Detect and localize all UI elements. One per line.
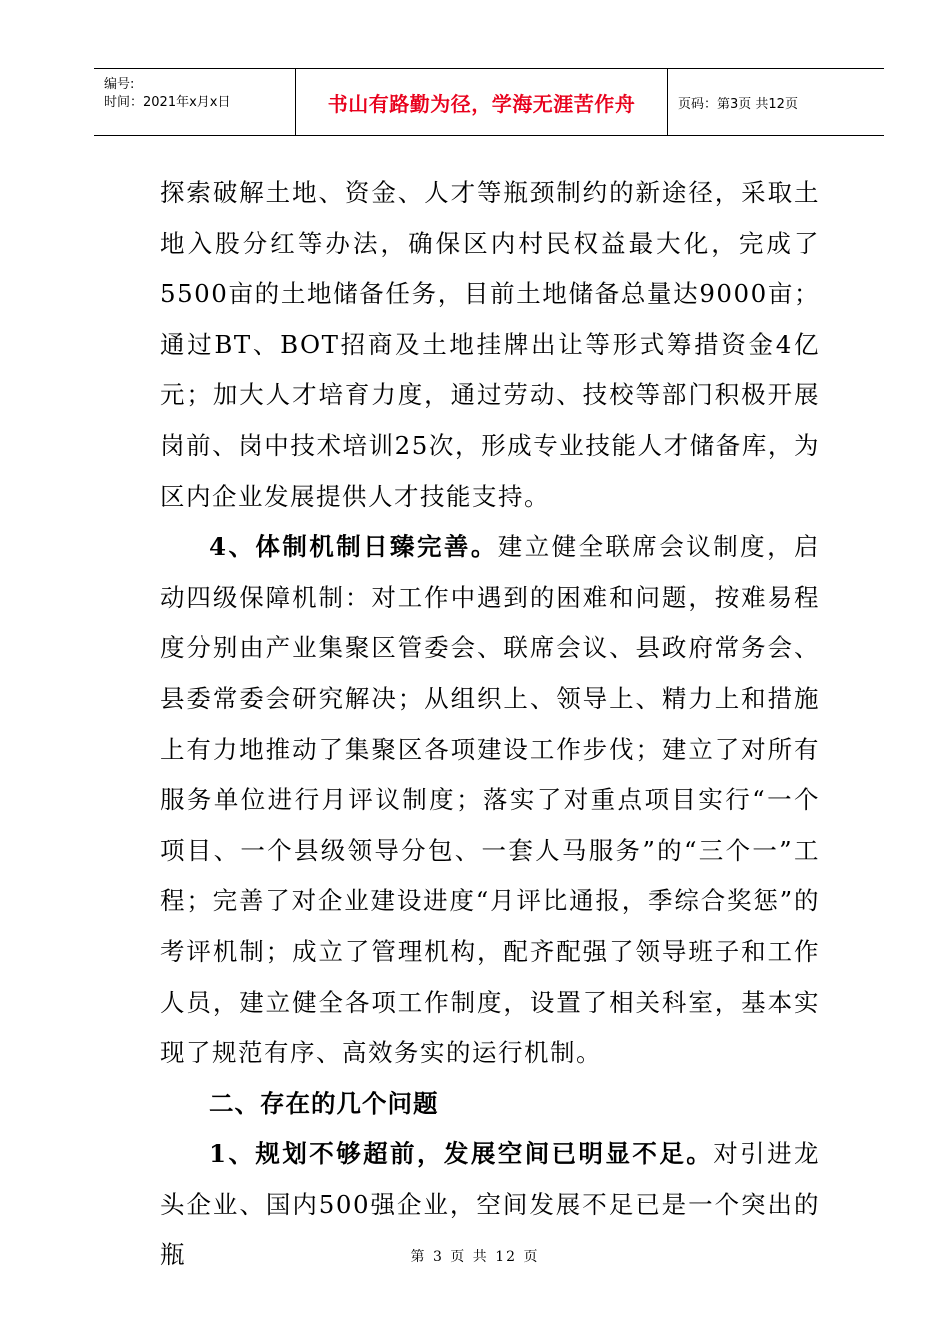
document-body bbox=[160, 168, 820, 1281]
serial-label: 编号: bbox=[104, 77, 135, 92]
header-meta-cell bbox=[94, 69, 296, 135]
paragraph-land-funding-talent: 探索破解土地、资金、人才等瓶颈制约的新途径，采取土地入股分红等办法，确保区内村民权益最大化，完成了5500亩的土地储备任务，目前土地储备总量达9000亩；通过BT、BOT招商及土地挂牌出让等形式筹措资金4亿元；加大人才培育力度，通过劳动、技校等部门积极开展岗前、岗中技术培训25次，形成专业技能人才储备库，为区内企业发展提供人才技能支持。 bbox=[160, 178, 820, 511]
section-heading-problems: 二、存在的几个问题 bbox=[209, 1088, 439, 1118]
paragraph-institutional-mechanism bbox=[160, 522, 820, 1079]
time-label: 时间：2021年x月x日 bbox=[104, 95, 231, 110]
paragraph-body-text: 对引进龙头企业、国内500强企业，空间发展不足已是一个突出的瓶 bbox=[160, 1139, 821, 1270]
page-header bbox=[94, 68, 884, 136]
paragraph-lead-heading: 1、规划不够超前，发展空间已明显不足。 bbox=[209, 1139, 714, 1169]
header-page-info: 页码：第3页 共12页 bbox=[678, 96, 798, 112]
header-page-cell bbox=[668, 69, 884, 135]
page-footer: 第 3 页 共 12 页 bbox=[410, 1249, 540, 1265]
paragraph-body-text: 建立健全联席会议制度，启动四级保障机制：对工作中遇到的困难和问题，按难易程度分别由产业集聚区管委会、联席会议、县政府常务会、县委常委会研究解决；从组织上、领导上、精力上和措施上有力地推动了集聚区各项建设工作步伐；建立了对所有服务单位进行月评议制度；落实了对重点项目实行“一个项目、一个县级领导分包、一套人马服务”的“三个一”工程；完善了对企业建设进度“月评比通报，季综合奖惩”的考评机制；成立了管理机构，配齐配强了领导班子和工作人员，建立健全各项工作制度，设置了相关科室，基本实现了规范有序、高效务实的运行机制。 bbox=[160, 532, 821, 1068]
header-motto-cell bbox=[296, 69, 668, 135]
paragraph-lead-heading: 4、体制机制日臻完善。 bbox=[209, 532, 498, 562]
motto-text: 书山有路勤为径，学海无涯苦作舟 bbox=[327, 91, 636, 116]
